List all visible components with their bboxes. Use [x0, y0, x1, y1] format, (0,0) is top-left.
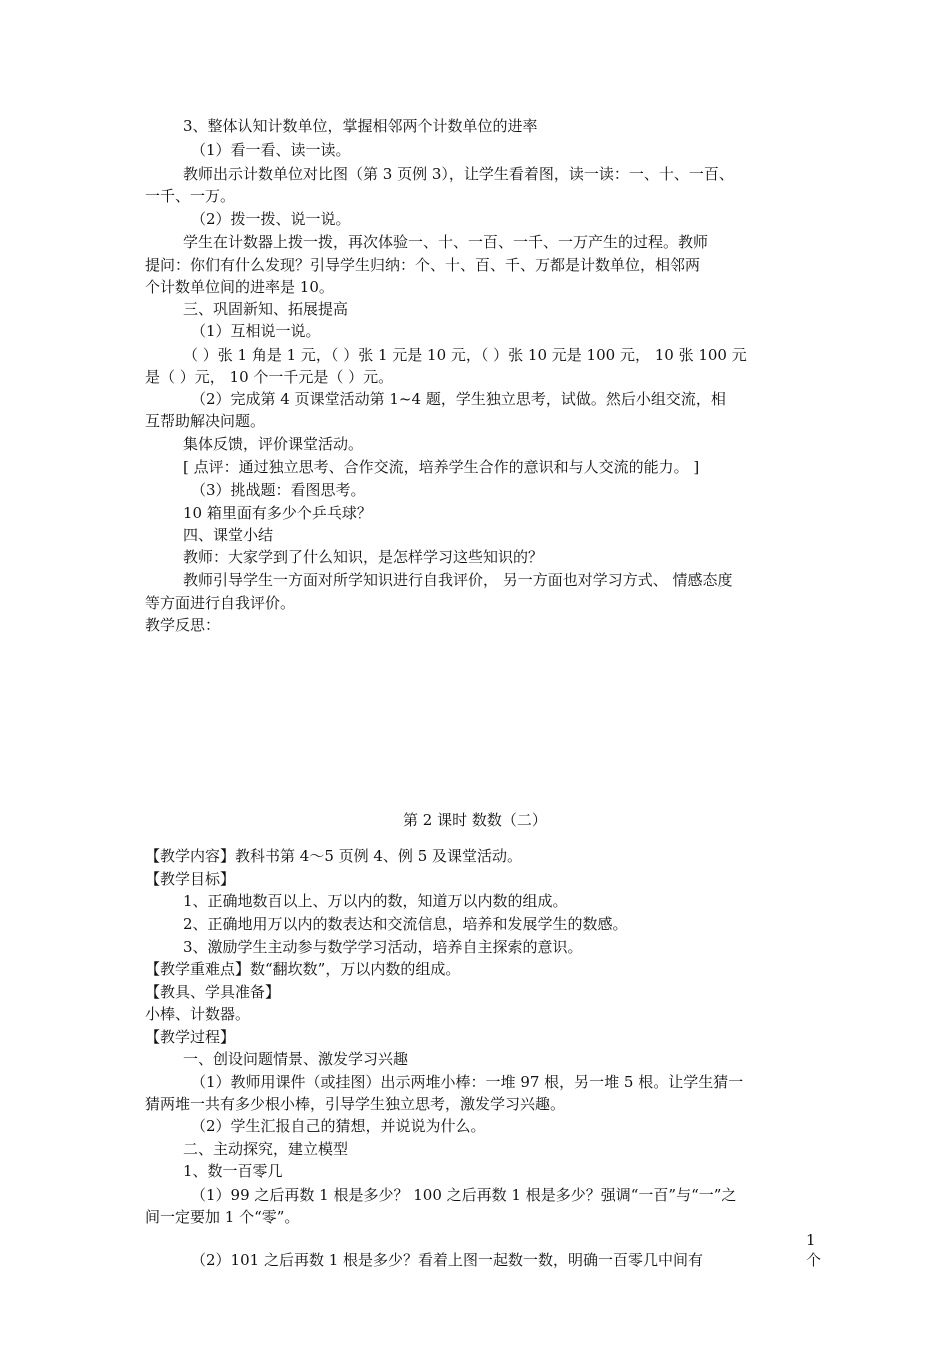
section-heading: 一、创设问题情景、激发学习兴趣 [183, 1050, 409, 1068]
text-line: （2）拨一拨、说一说。 [191, 210, 351, 228]
text-line: 【教具、学具准备】 [145, 983, 281, 1001]
text-line: 个计数单位间的进率是 10。 [145, 278, 334, 296]
text-line: （1）99 之后再数 1 根是多少？ 100 之后再数 1 根是多少？强调“一百”与“一”之 [191, 1186, 737, 1204]
text-line: 提问：你们有什么发现？引导学生归纳：个、十、百、千、万都是计数单位，相邻两 [145, 256, 701, 274]
text-line: 【教学重难点】数“翻坎数”，万以内数的组成。 [145, 960, 461, 978]
text-line: 1、数一百零几 [183, 1162, 283, 1180]
text-line: （3）挑战题：看图思考。 [191, 481, 366, 499]
trailing-char: 个 [806, 1251, 822, 1269]
text-line: 等方面进行自我评价。 [145, 594, 296, 612]
text-line: 2、正确地用万以内的数表达和交流信息，培养和发展学生的数感。 [183, 915, 628, 933]
text-line: 3、整体认知计数单位，掌握相邻两个计数单位的进率 [183, 117, 538, 135]
text-line: （2）完成第 4 页课堂活动第 1~4 题，学生独立思考，试做。然后小组交流，相 [191, 390, 726, 408]
text-line: （2）101 之后再数 1 根是多少？看着上图一起数一数，明确一百零几中间有 [191, 1251, 704, 1269]
text-line: 教师出示计数单位对比图（第 3 页例 3），让学生看着图，读一读：一、十、一百、 [183, 165, 734, 183]
text-line: 集体反馈，评价课堂活动。 [183, 435, 364, 453]
text-line: 1、正确地数百以上、万以内的数，知道万以内数的组成。 [183, 892, 568, 910]
text-line: 3、激励学生主动参与数学学习活动，培养自主探索的意识。 [183, 938, 583, 956]
text-line: （1）互相说一说。 [191, 322, 321, 340]
text-line: 一千、一万。 [145, 187, 236, 205]
text-line: 猜两堆一共有多少根小棒，引导学生独立思考，激发学习兴趣。 [145, 1095, 566, 1113]
page-number: 1 [806, 1231, 816, 1249]
lesson-title: 第 2 课时 数数（二） [403, 811, 547, 829]
text-line: 教师引导学生一方面对所学知识进行自我评价， 另一方面也对学习方式、 情感态度 [183, 571, 733, 589]
comment-line: [ 点评：通过独立思考、合作交流，培养学生合作的意识和与人交流的能力。 ] [183, 458, 700, 476]
text-line: 教师：大家学到了什么知识，是怎样学习这些知识的？ [183, 548, 544, 566]
text-line: 【教学过程】 [145, 1028, 236, 1046]
text-line: （1）教师用课件（或挂图）出示两堆小棒：一堆 97 根，另一堆 5 根。让学生猜一 [191, 1073, 744, 1091]
text-line: 学生在计数器上拨一拨，再次体验一、十、一百、一千、一万产生的过程。教师 [183, 233, 709, 251]
text-line: 10 箱里面有多少个乒乓球？ [183, 504, 372, 522]
text-line: 小棒、计数器。 [145, 1005, 251, 1023]
section-heading: 四、课堂小结 [183, 526, 274, 544]
text-line: 间一定要加 1 个“零”。 [145, 1208, 300, 1226]
section-heading: 二、主动探究，建立模型 [183, 1140, 349, 1158]
text-line: 【教学目标】 [145, 870, 236, 888]
text-line: 【教学内容】教科书第 4～5 页例 4、例 5 及课堂活动。 [145, 847, 523, 865]
text-line: 互帮助解决问题。 [145, 412, 266, 430]
section-heading: 三、巩固新知、拓展提高 [183, 300, 349, 318]
text-line: （1）看一看、读一读。 [191, 141, 351, 159]
text-line: （2）学生汇报自己的猜想，并说说为什么。 [191, 1117, 486, 1135]
text-line: （ ）张 1 角是 1 元，（ ）张 1 元是 10 元，（ ）张 10 元是 100 元， 10 张 100 元 [183, 346, 747, 364]
text-line: 是（ ）元， 10 个一千元是（ ）元。 [145, 368, 394, 386]
reflection-label: 教学反思： [145, 616, 221, 634]
